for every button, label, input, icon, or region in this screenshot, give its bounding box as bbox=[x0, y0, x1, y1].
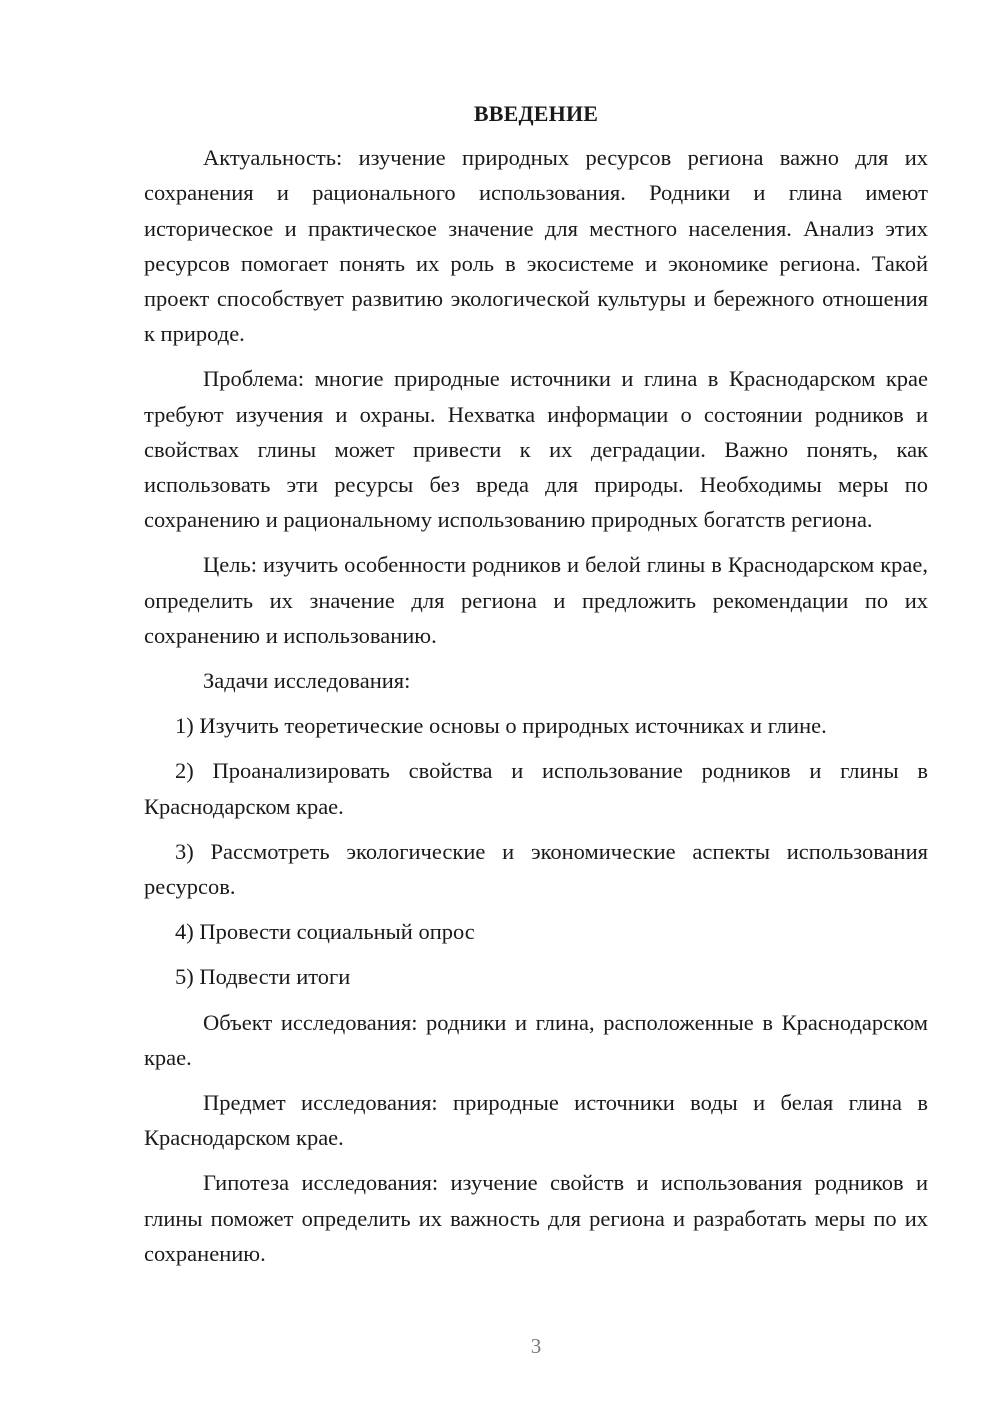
page-title: ВВЕДЕНИЕ bbox=[473, 101, 599, 126]
paragraph-goal: Цель: изучить особенности родников и белой глины в Краснодарском крае, определить их значение для региона и предложить рекомендации по их сохранению и использованию. bbox=[144, 552, 928, 648]
task-item-2: 2) Проанализировать свойства и использование родников и глины в Краснодарском крае. bbox=[144, 758, 928, 819]
paragraph-subject: Предмет исследования: природные источники воды и белая глина в Краснодарском крае. bbox=[144, 1090, 928, 1151]
paragraph-problem: Проблема: многие природные источники и глина в Краснодарском крае требуют изучения и охраны. Нехватка информации о состоянии родников и свойствах глины может привести к их деградации. Важно понять, как использовать эти ресурсы без вреда для природы. Необходимы меры по сохранению и рациональному использованию природных богатств региона. bbox=[144, 366, 928, 533]
paragraph-tasks-heading: Задачи исследования: bbox=[203, 668, 411, 694]
task-item-5: 5) Подвести итоги bbox=[175, 964, 351, 990]
task-item-1: 1) Изучить теоретические основы о природных источниках и глине. bbox=[175, 713, 827, 739]
paragraph-hypothesis: Гипотеза исследования: изучение свойств и использования родников и глины поможет определить их важность для региона и разработать меры по их сохранению. bbox=[144, 1170, 928, 1266]
paragraph-object: Объект исследования: родники и глина, расположенные в Краснодарском крае. bbox=[144, 1009, 928, 1070]
page-number: 3 bbox=[530, 1334, 542, 1358]
page-content bbox=[144, 96, 928, 1281]
task-item-3: 3) Рассмотреть экологические и экономические аспекты использования ресурсов. bbox=[144, 838, 928, 900]
task-item-4: 4) Провести социальный опрос bbox=[175, 919, 475, 945]
paragraph-relevance: Актуальность: изучение природных ресурсов региона важно для их сохранения и рационального использования. Родники и глина имеют историческое и практическое значение для местного населения. Анализ этих ресурсов помогает понять их роль в экосистеме и экономике региона. Такой проект способствует развитию экологической культуры и бережного отношения к природе. bbox=[144, 145, 928, 347]
